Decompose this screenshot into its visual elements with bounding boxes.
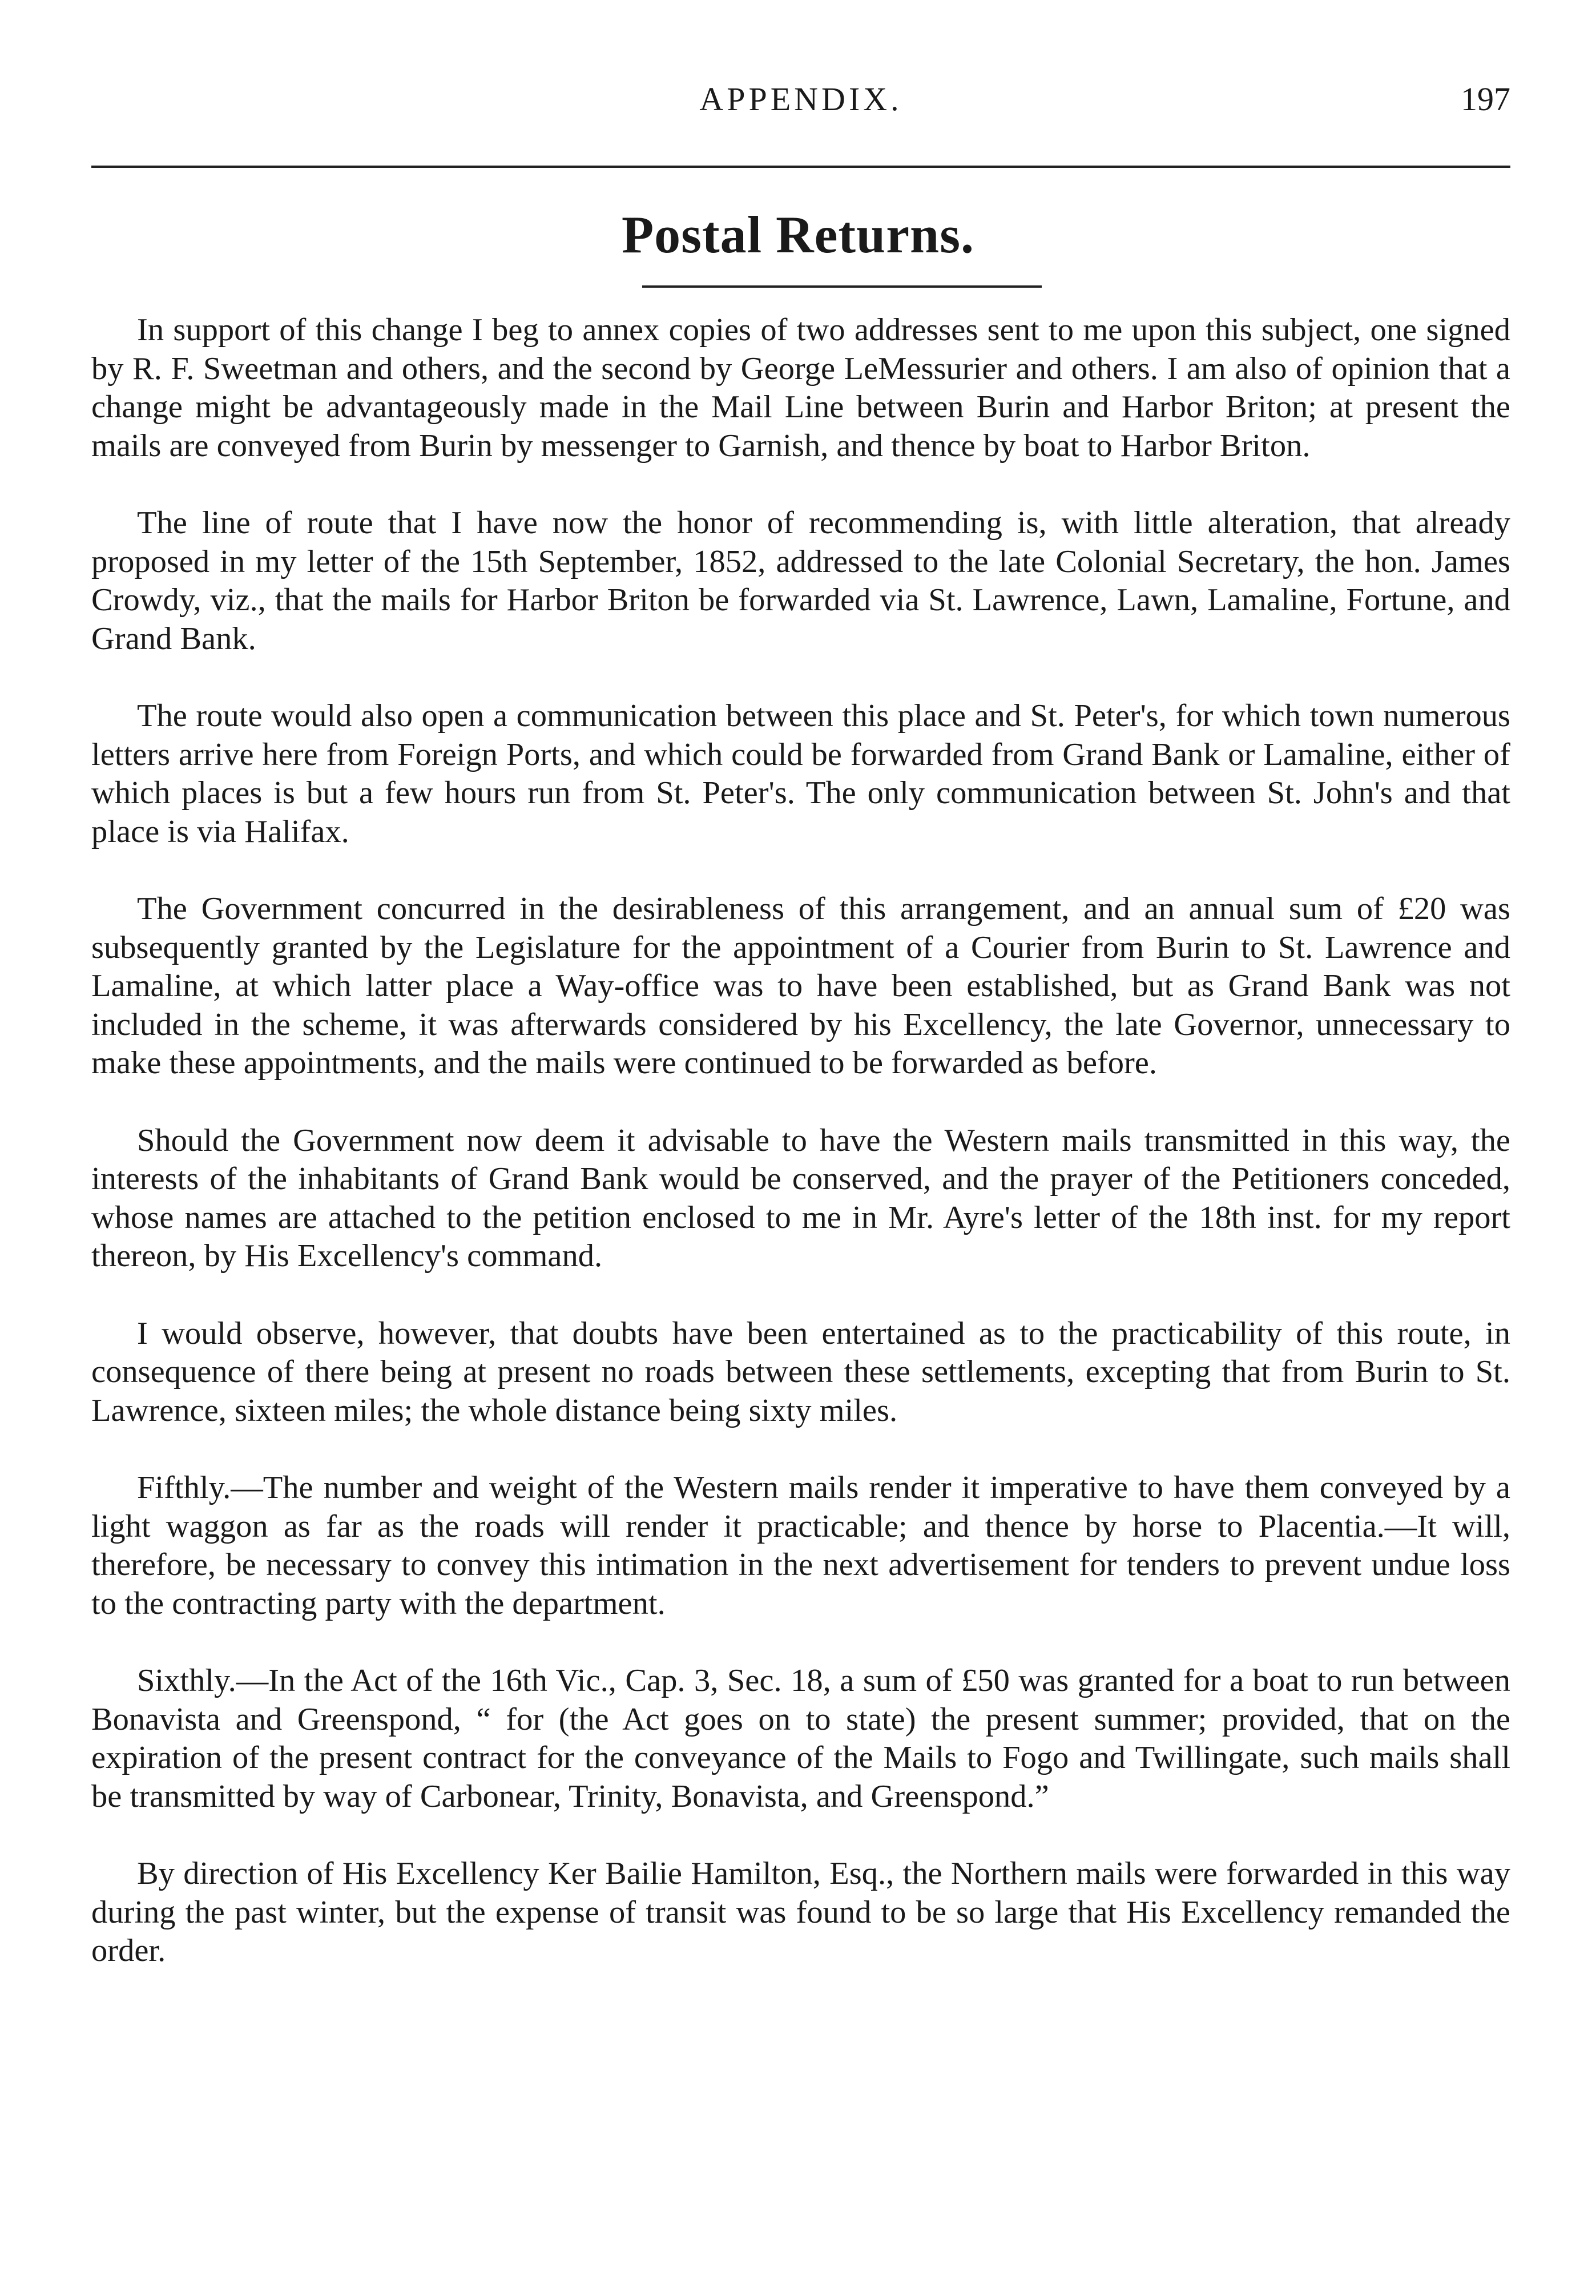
title-divider bbox=[642, 285, 1042, 288]
running-title: APPENDIX. bbox=[699, 80, 902, 118]
paragraph-6: I would observe, however, that doubts have been entertained as to the practicability of this route, in consequence of there being at present no roads between these settlements, excepting that from Burin to St. Lawrence, sixteen miles; the whole distance being sixty miles. bbox=[91, 1315, 1510, 1428]
page-number: 197 bbox=[1461, 80, 1510, 118]
paragraph-5: Should the Government now deem it advisable to have the Western mails transmitted in this way, the interests of the inhabitants of Grand Bank would be conserved, and the prayer of the Petitioners conceded, whose names are attached to the petition enclosed to me in Mr. Ayre's letter of the 18th inst. for my report thereon, by His Excellency's command. bbox=[91, 1122, 1510, 1274]
section-title: Postal Returns. bbox=[621, 206, 975, 264]
paragraph-1: In support of this change I beg to annex copies of two addresses sent to me upon this subject, one signed by R. F. Sweetman and others, and the second by George LeMessurier and others. I am also of opinion that a change might be advantageously made in the Mail Line between Burin and Harbor Briton; at present the mails are conveyed from Burin by messenger to Garnish, and thence by boat to Harbor Briton. bbox=[91, 312, 1510, 464]
running-head bbox=[91, 80, 1510, 126]
paragraph-3: The route would also open a communication between this place and St. Peter's, for which town numerous letters arrive here from Foreign Ports, and which could be forwarded from Grand Bank or Lamaline, either of which places is but a few hours run from St. Peter's. The only communication between St. John's and that place is via Halifax. bbox=[91, 698, 1510, 849]
paragraph-2: The line of route that I have now the honor of recommending is, with little alteration, that already proposed in my letter of the 15th September, 1852, addressed to the late Colonial Secretary, the hon. James Crowdy, viz., that the mails for Harbor Briton be forwarded via St. Lawrence, Lawn, Lamaline, Fortune, and Grand Bank. bbox=[91, 505, 1510, 656]
paragraph-7: Fifthly.—The number and weight of the Western mails render it imperative to have them conveyed by a light waggon as far as the roads will render it practicable; and thence by horse to Placentia.—It will, therefore, be necessary to convey this intimation in the next advertisement for tenders to prevent undue loss to the contracting party with the department. bbox=[91, 1470, 1510, 1621]
paragraph-4: The Government concurred in the desirableness of this arrangement, and an annual sum of £20 was subsequently granted by the Legislature for the appointment of a Courier from Burin to St. Lawrence and Lamaline, at which latter place a Way-office was to have been established, but as Grand Bank was not included in the scheme, it was afterwards considered by his Excellency, the late Governor, unnecessary to make these appointments, and the mails were continued to be forwarded as before. bbox=[91, 891, 1510, 1081]
paragraph-9: By direction of His Excellency Ker Bailie Hamilton, Esq., the Northern mails were forwarded in this way during the past winter, but the expense of transit was found to be so large that His Excellency remanded the order. bbox=[91, 1856, 1510, 1968]
paragraph-8: Sixthly.—In the Act of the 16th Vic., Cap. 3, Sec. 18, a sum of £50 was granted for a boat to run between Bonavista and Greenspond, “ for (the Act goes on to state) the present summer; provided, that on the expiration of the present contract for the conveyance of the Mails to Fogo and Twillingate, such mails shall be transmitted by way of Carbonear, Trinity, Bonavista, and Greenspond.” bbox=[91, 1663, 1510, 1814]
body-text bbox=[91, 311, 1510, 2009]
header-divider bbox=[91, 166, 1510, 168]
